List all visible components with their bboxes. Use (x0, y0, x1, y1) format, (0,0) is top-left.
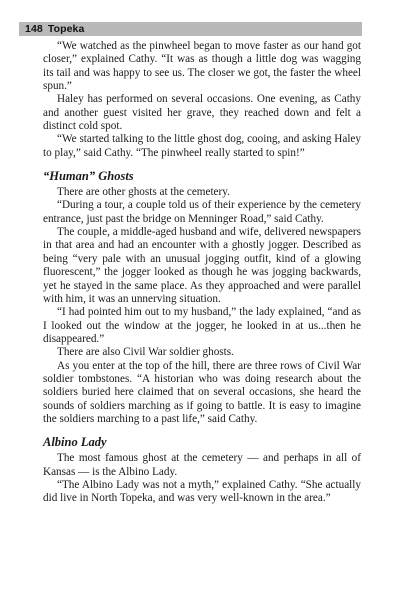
paragraph: Haley has performed on several occasions. One evening, as Cathy and another guest visited her grave, they reached down and felt a distinct cold spot. (43, 93, 361, 133)
running-header (19, 22, 362, 36)
paragraph: “We started talking to the little ghost dog, cooing, and asking Haley to play,” said Cathy. “The pinwheel really started to spin!” (43, 133, 361, 159)
section-heading: “Human” Ghosts (43, 169, 134, 184)
paragraph: The most famous ghost at the cemetery — and perhaps in all of Kansas — is the Albino Lady. (43, 452, 361, 478)
paragraph: The couple, a middle-aged husband and wife, delivered newspapers in that area and had an encounter with a ghostly jogger. Described as being “very pale with an unusual jogging outfit, kind of a glowing fluorescent,” the jogger looked as though he was jogging backwards, yet he stayed in the same place. As they approached and were parallel with him, it was an unnerving situation. (43, 226, 361, 305)
paragraph: As you enter at the top of the hill, there are three rows of Civil War soldier tombstones. “A historian who was doing research about the soldiers buried here claimed that on several occasions, she heard the sounds of soldiers marching as if going to battle. It is easy to imagine the soldiers marching to a past life,” said Cathy. (43, 359, 361, 425)
page-body (43, 40, 361, 506)
page-number: 148 (25, 23, 43, 35)
paragraph: “The Albino Lady was not a myth,” explained Cathy. “She actually did live in North Topeka, and was very well-known in the area.” (43, 478, 361, 505)
paragraph: “I had pointed him out to my husband,” the lady explained, “and as I looked out the window at the jogger, he looked in at us...then he disappeared.” (43, 306, 361, 345)
paragraph: “During a tour, a couple told us of their experience by the cemetery entrance, just past the bridge on Menninger Road,” said Cathy. (43, 199, 361, 225)
paragraph: “We watched as the pinwheel began to move faster as our hand got closer,” explained Cathy. “It was as though a little dog was wagging its tail and was happy to see us. The closer we got, the faster the wheel spun.” (43, 40, 361, 93)
section-heading: Albino Lady (43, 435, 107, 450)
paragraph: There are other ghosts at the cemetery. (57, 186, 230, 199)
paragraph: There are also Civil War soldier ghosts. (57, 346, 234, 359)
running-title: Topeka (47, 23, 85, 35)
